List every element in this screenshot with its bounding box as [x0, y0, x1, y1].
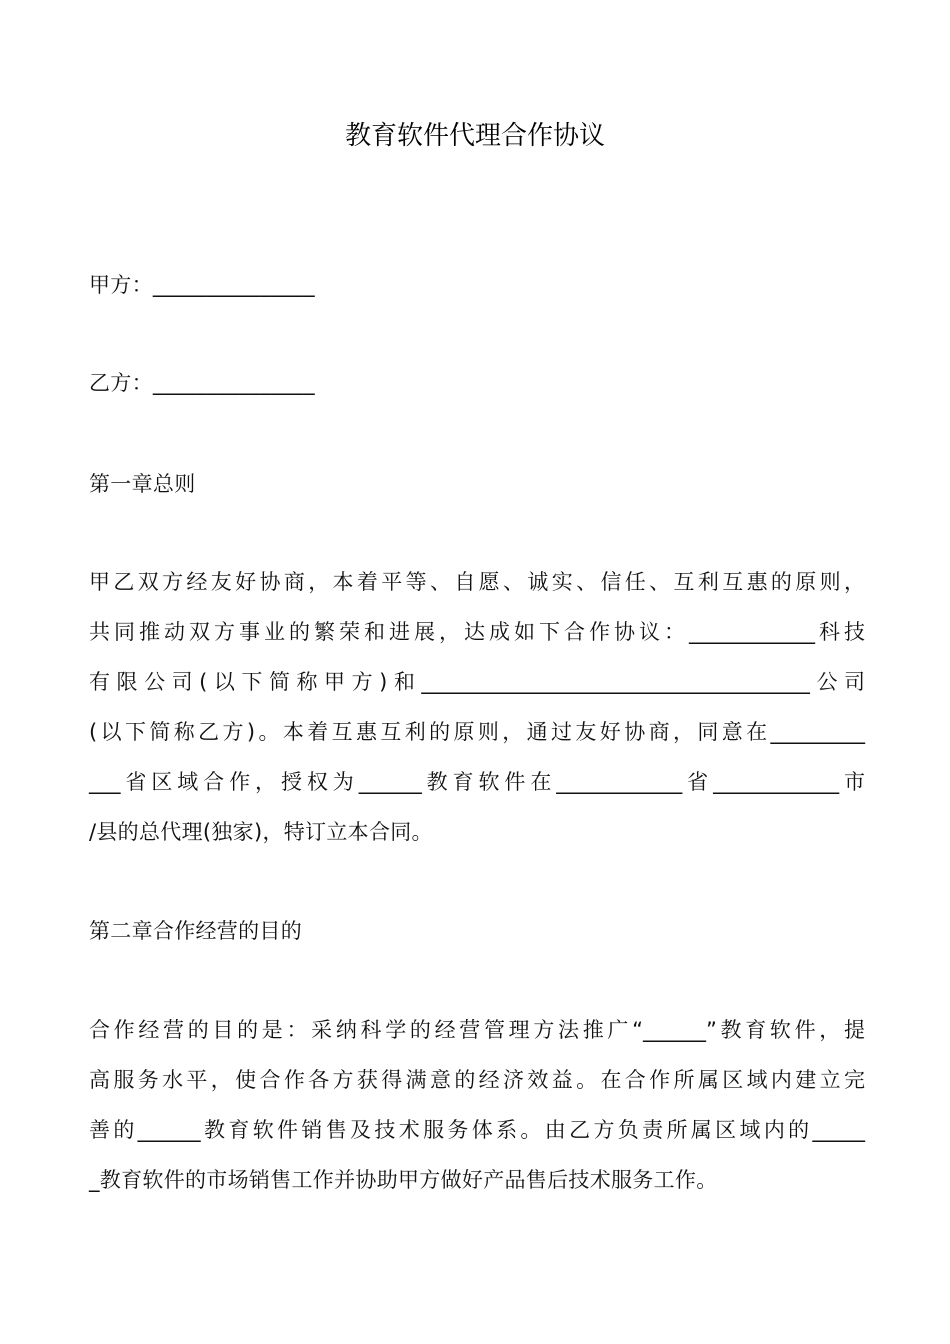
chapter2-heading: 第二章合作经营的目的 — [89, 919, 302, 943]
chapter1-heading: 第一章总则 — [89, 472, 196, 496]
chapter1-paragraph-line: ___省区域合作，授权为______教育软件在____________省____________市 — [89, 770, 865, 794]
party-b-line: 乙方：_______________ — [89, 371, 315, 395]
chapter2-paragraph-line: _教育软件的市场销售工作并协助甲方做好产品售后技术服务工作。 — [89, 1168, 718, 1192]
document-title: 教育软件代理合作协议 — [344, 121, 605, 151]
chapter1-paragraph-line: (以下简称乙方)。本着互惠互利的原则，通过友好协商，同意在_________ — [89, 720, 865, 744]
chapter2-paragraph-line: 高服务水平，使合作各方获得满意的经济效益。在合作所属区域内建立完 — [89, 1068, 865, 1092]
chapter1-paragraph-line: 有限公司(以下简称甲方)和_____________________________________公司 — [89, 670, 865, 694]
chapter2-paragraph-line: 合作经营的目的是：采纳科学的经营管理方法推广“______”教育软件，提 — [89, 1018, 865, 1042]
chapter1-paragraph-line: 共同推动双方事业的繁荣和进展，达成如下合作协议：____________科技 — [89, 620, 865, 644]
party-a-line: 甲方：_______________ — [89, 273, 315, 297]
chapter1-paragraph-line: /县的总代理(独家)，特订立本合同。 — [89, 820, 433, 844]
chapter2-paragraph-line: 善的______教育软件销售及技术服务体系。由乙方负责所属区域内的_____ — [89, 1118, 865, 1142]
chapter1-paragraph-line: 甲乙双方经友好协商，本着平等、自愿、诚实、信任、互利互惠的原则， — [89, 570, 865, 594]
